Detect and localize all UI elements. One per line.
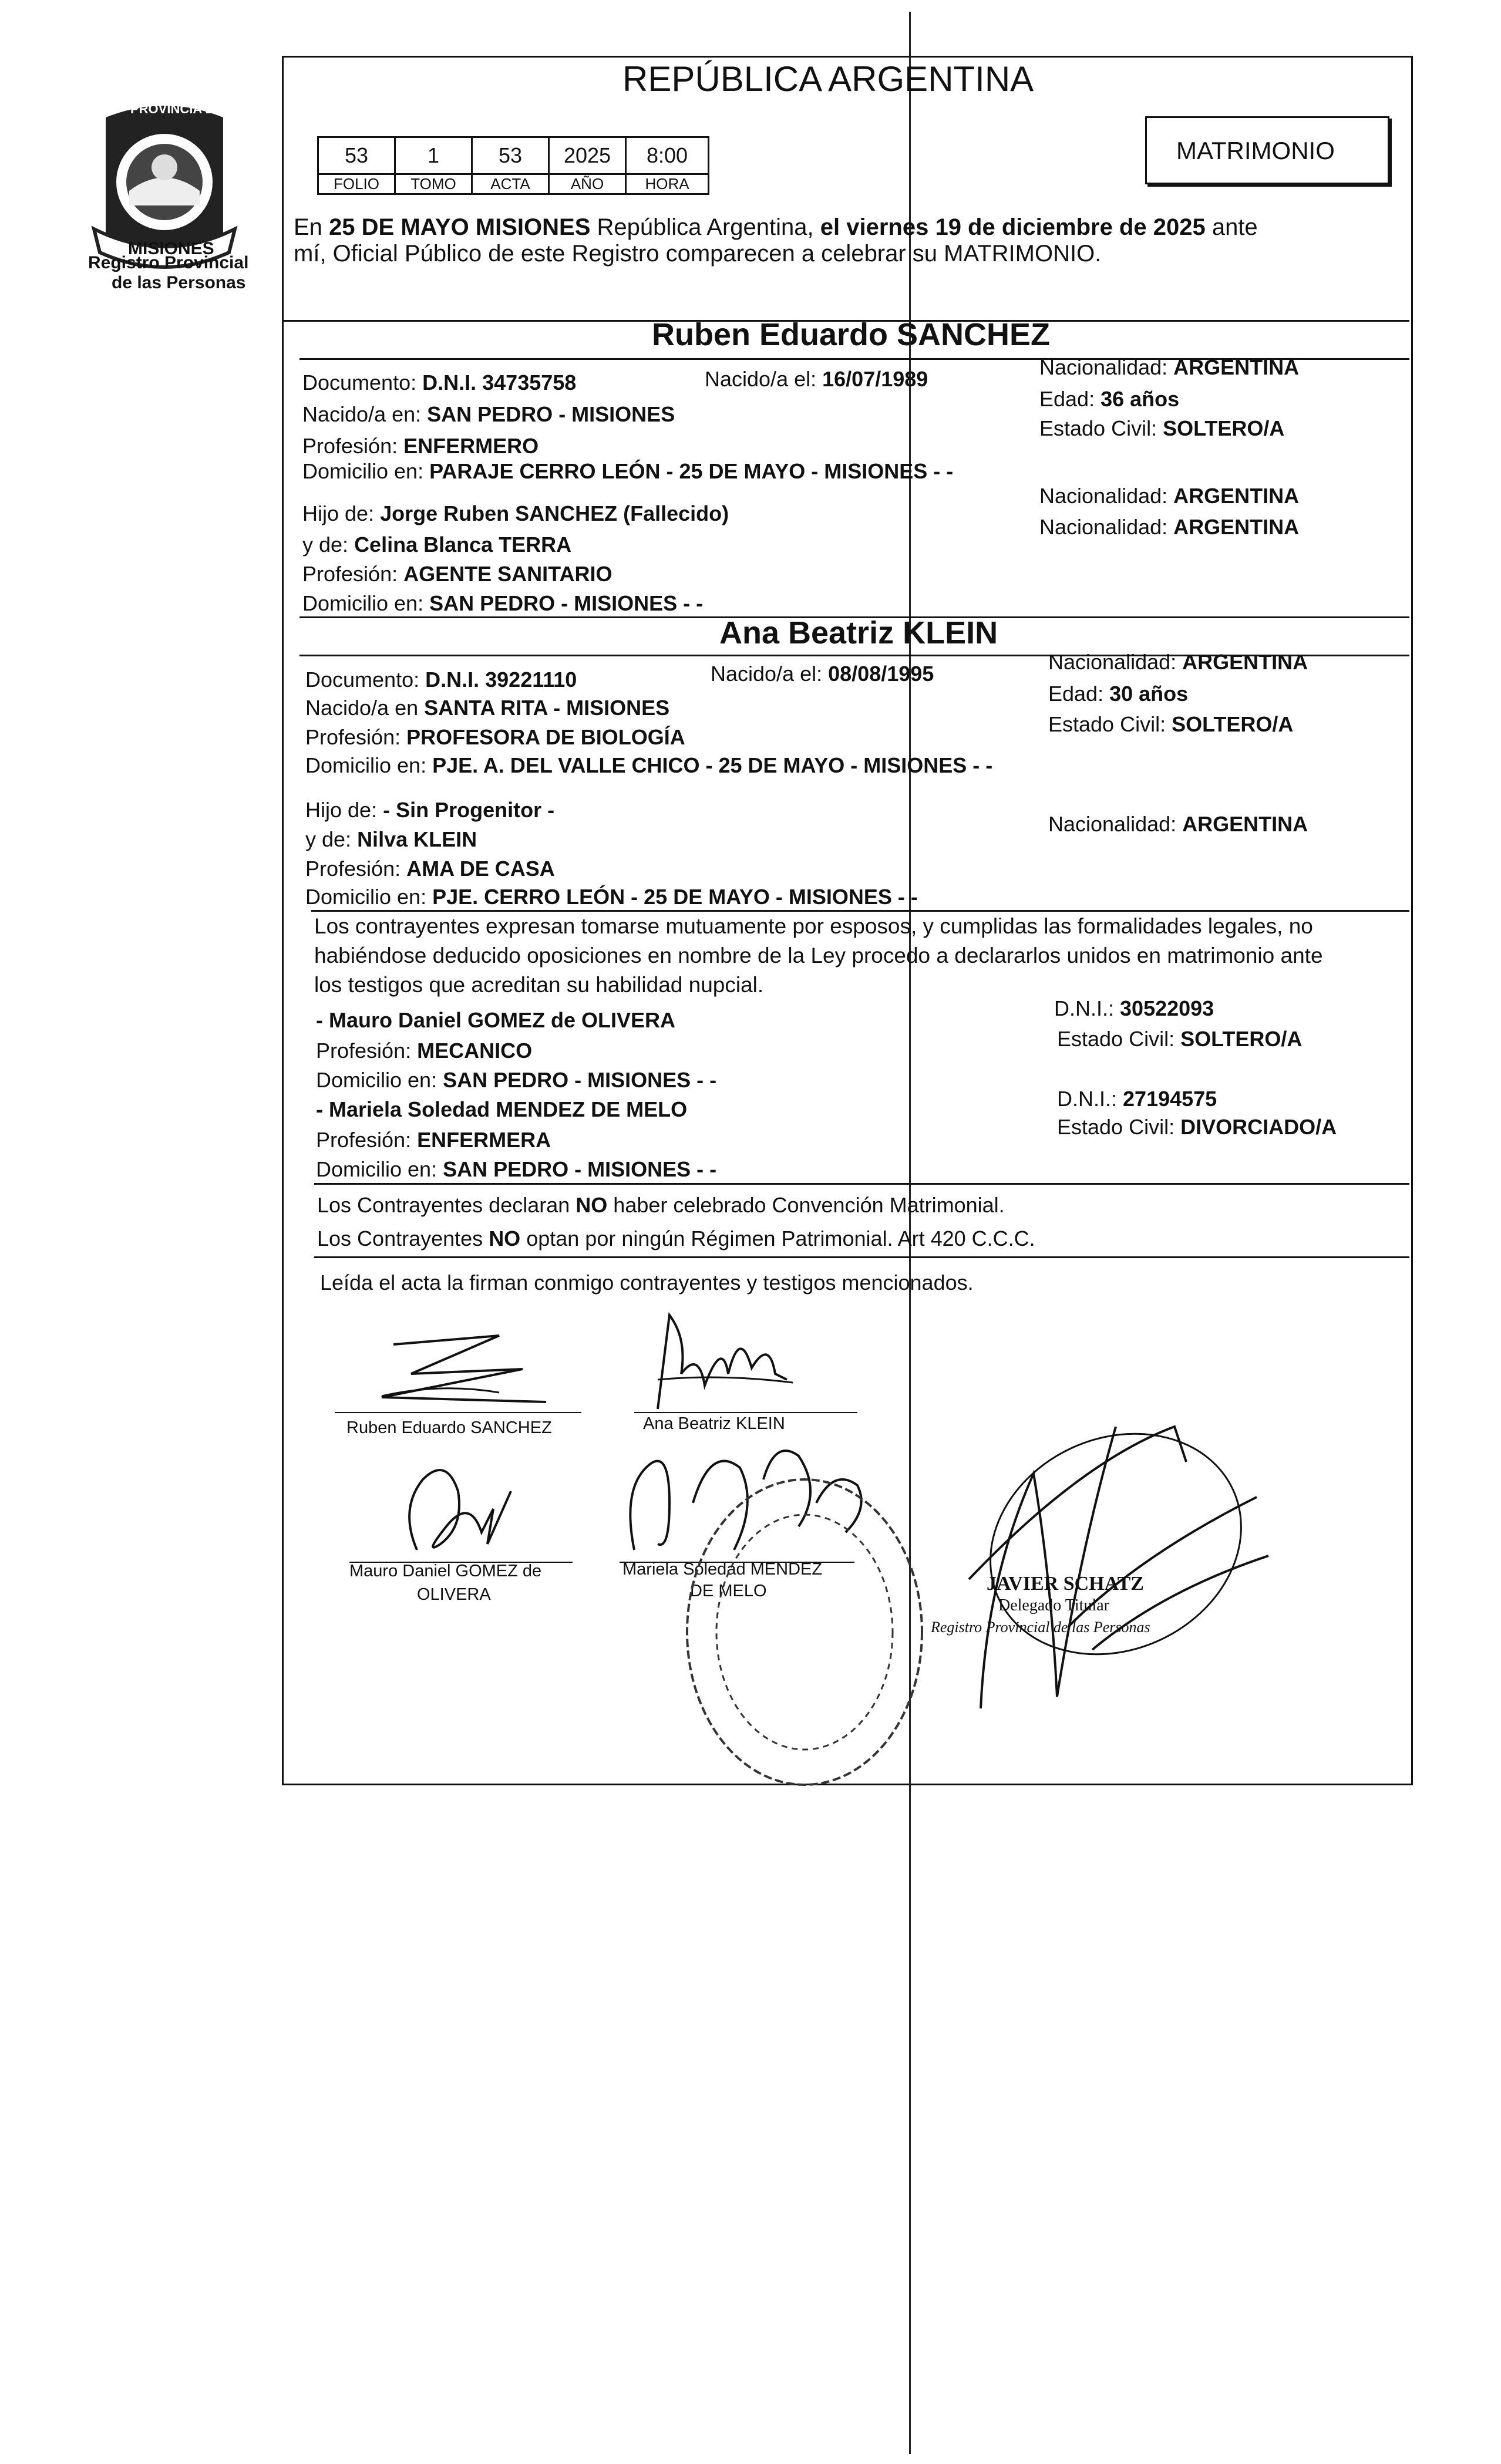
spouse2-place: Nacido/a en SANTA RITA - MISIONES (305, 696, 670, 720)
convention-line1: Los Contrayentes declaran NO haber celebrado Convención Matrimonial. (317, 1193, 1005, 1217)
time-value: 8:00 (626, 137, 709, 174)
folio-label: FOLIO (318, 174, 395, 194)
witness2-dni: D.N.I.: 27194575 (1057, 1087, 1217, 1111)
logo-text-top: PROVINCIA DE (130, 102, 224, 116)
intro-place: 25 DE MAYO MISIONES (329, 214, 591, 240)
spouse1-doc: Documento: D.N.I. 34735758 (302, 370, 577, 395)
spouse1-father-nat: Nacionalidad: ARGENTINA (1039, 484, 1300, 508)
spouse1-mother: y de: Celina Blanca TERRA (302, 532, 572, 557)
spouse1-mother-nat: Nacionalidad: ARGENTINA (1039, 515, 1300, 539)
spouse1-place: Nacido/a en: SAN PEDRO - MISIONES (302, 402, 675, 426)
signature-label-witness2-line2: DE MELO (690, 1582, 767, 1600)
spouse2-parent-prof: Profesión: AMA DE CASA (305, 857, 555, 881)
declaration-line2: habiéndose deducido oposiciones en nombre de la Ley procedo a declararlos unidos en matrimonio ante (314, 943, 1323, 968)
official-name: JAVIER SCHATZ (987, 1573, 1144, 1595)
signature-official (963, 1403, 1280, 1732)
act-type-box (1145, 116, 1389, 184)
signature-label-spouse1: Ruben Eduardo SANCHEZ (346, 1418, 552, 1437)
spouse1-nat: Nacionalidad: ARGENTINA (1039, 355, 1300, 379)
witness2-name: - Mariela Soledad MENDEZ DE MELO (316, 1097, 688, 1121)
year-value: 2025 (549, 137, 626, 174)
spouse1-name: Ruben Eduardo SANCHEZ (652, 317, 1051, 352)
time-label: HORA (626, 174, 709, 194)
signature-line-spouse1 (335, 1412, 581, 1413)
witness1-dni: D.N.I.: 30522093 (1054, 996, 1214, 1020)
acta-value: 53 (472, 137, 549, 174)
witness1-civil: Estado Civil: SOLTERO/A (1057, 1027, 1303, 1051)
signature-spouse1 (346, 1333, 570, 1409)
witness1-prof: Profesión: MECANICO (316, 1039, 533, 1063)
intro-line1 (294, 214, 1258, 240)
acta-label: ACTA (472, 174, 549, 194)
spouse1-civil: Estado Civil: SOLTERO/A (1039, 416, 1285, 440)
witness2-civil: Estado Civil: DIVORCIADO/A (1057, 1115, 1337, 1139)
spouse2-mother-nat: Nacionalidad: ARGENTINA (1048, 812, 1308, 836)
registry-logo (82, 94, 247, 270)
registry-name-line1: Registro Provincial (88, 253, 249, 272)
spouse2-mother: y de: Nilva KLEIN (305, 827, 477, 851)
folio-value: 53 (318, 137, 395, 174)
signature-label-witness1-line1: Mauro Daniel GOMEZ de (349, 1562, 542, 1580)
spouse2-doc: Documento: D.N.I. 39221110 (305, 668, 577, 692)
registry-name-line2: de las Personas (112, 273, 246, 292)
divider-convention (314, 1183, 1409, 1185)
witness2-dom: Domicilio en: SAN PEDRO - MISIONES - - (316, 1157, 717, 1181)
spouse1-parent-dom: Domicilio en: SAN PEDRO - MISIONES - - (302, 591, 704, 615)
divider-signatures (314, 1256, 1409, 1258)
spouse2-dom: Domicilio en: PJE. A. DEL VALLE CHICO - 25 DE MAYO - MISIONES - - (305, 753, 993, 777)
spouse1-parent-prof: Profesión: AGENTE SANITARIO (302, 562, 612, 586)
official-seal (681, 1468, 928, 1796)
intro-ante: ante (1211, 214, 1258, 240)
divider-declaration (311, 910, 1409, 912)
register-table (317, 136, 709, 195)
signature-spouse2 (634, 1303, 799, 1421)
signature-label-witness2-line1: Mariela Soledad MENDEZ (622, 1560, 823, 1579)
official-office: Registro Provincial de las Personas (931, 1619, 1150, 1636)
spouse1-dom: Domicilio en: PARAJE CERRO LEÓN - 25 DE MAYO - MISIONES - - (302, 459, 954, 483)
page-title: REPÚBLICA ARGENTINA (622, 59, 1034, 99)
intro-line2: mí, Oficial Público de este Registro comparecen a celebrar su MATRIMONIO. (294, 241, 1102, 267)
spouse2-born: Nacido/a el: 08/08/1995 (711, 662, 934, 686)
tomo-value: 1 (395, 137, 472, 174)
spouse1-age: Edad: 36 años (1039, 387, 1180, 411)
spouse2-parent-dom: Domicilio en: PJE. CERRO LEÓN - 25 DE MAYO - MISIONES - - (305, 885, 918, 909)
tomo-label: TOMO (395, 174, 472, 194)
official-title: Delegado Titular (998, 1596, 1109, 1614)
spouse2-prof: Profesión: PROFESORA DE BIOLOGÍA (305, 725, 685, 749)
convention-line2: Los Contrayentes NO optan por ningún Régimen Patrimonial. Art 420 C.C.C. (317, 1226, 1035, 1250)
year-label: AÑO (549, 174, 626, 194)
declaration-line1: Los contrayentes expresan tomarse mutuamente por esposos, y cumplidas las formalidades legales, no (314, 914, 1313, 938)
spouse2-civil: Estado Civil: SOLTERO/A (1048, 712, 1294, 736)
spouse1-prof: Profesión: ENFERMERO (302, 434, 539, 458)
intro-prefix: En (294, 214, 322, 240)
witness1-name: - Mauro Daniel GOMEZ de OLIVERA (316, 1008, 676, 1032)
spouse1-father: Hijo de: Jorge Ruben SANCHEZ (Fallecido) (302, 501, 729, 525)
intro-country: República Argentina, (597, 214, 814, 240)
signature-label-spouse2: Ana Beatriz KLEIN (643, 1414, 785, 1433)
witness2-prof: Profesión: ENFERMERA (316, 1128, 551, 1152)
logo-text-bottom: MISIONES (128, 239, 214, 258)
spouse2-father: Hijo de: - Sin Progenitor - (305, 798, 555, 822)
act-type: MATRIMONIO (1176, 137, 1335, 164)
witness1-dom: Domicilio en: SAN PEDRO - MISIONES - - (316, 1068, 717, 1092)
signature-label-witness1-line2: OLIVERA (417, 1585, 491, 1604)
spouse2-name: Ana Beatriz KLEIN (719, 615, 998, 650)
spouse2-nat: Nacionalidad: ARGENTINA (1048, 650, 1308, 674)
spouse1-born: Nacido/a el: 16/07/1989 (705, 367, 928, 391)
declaration-line3: los testigos que acreditan su habilidad nupcial. (314, 973, 764, 997)
intro-date: el viernes 19 de diciembre de 2025 (820, 214, 1206, 240)
spouse2-age: Edad: 30 años (1048, 682, 1189, 706)
closing-text: Leída el acta la firman conmigo contrayentes y testigos mencionados. (320, 1270, 974, 1295)
signature-witness1 (388, 1456, 540, 1568)
